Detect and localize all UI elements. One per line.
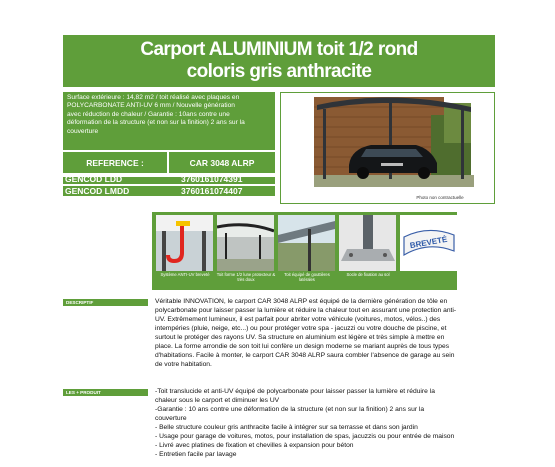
gutters-illustration: [278, 215, 335, 271]
photo-caption: Photo non contractuelle: [416, 195, 464, 200]
thumbnail-caption: Système ANTI-UV breveté: [160, 272, 210, 277]
gencod-row-ldd: [63, 177, 275, 184]
thumbnail-caption: Socle de fixation au sol: [346, 272, 390, 277]
thumbnail-anti-uv: [156, 215, 213, 271]
summary-line: déformation de la structure (et non sur la finition) 2 ans sur la: [67, 119, 245, 127]
section-label-les-plus: LES + PRODUIT: [63, 389, 148, 396]
summary-line: Surface extérieure : 14,82 m2 / toit réalisé avec plaques en: [67, 94, 240, 101]
carport-photo-illustration: [281, 93, 494, 203]
thumbnail-half-moon-roof: [217, 215, 274, 271]
descriptif-line: de votre habitation.: [155, 361, 212, 368]
summary-line: couverture: [67, 127, 99, 135]
gencod-label: GENCOD LDD: [65, 177, 123, 184]
les-plus-line: - Livré avec platines de fixation et chevilles à expansion pour béton: [155, 442, 354, 449]
les-plus-line: - Belle structure couleur gris anthracite facile à intégrer sur sa terrasse et dans son jardin: [155, 424, 418, 431]
brevete-badge-icon: [400, 215, 457, 271]
descriptif-line: place. La forme arrondie de son toit lui confère un design moderne se mariant auprès de tous types: [155, 343, 450, 350]
anti-uv-illustration: [156, 215, 213, 271]
les-plus-line: -Toit translucide et anti-UV équipé de polycarbonate pour laisser passer la lumière et réduire la: [155, 388, 435, 395]
descriptif-text: [155, 297, 500, 369]
thumbnail-caption: Toit équipé de gouttières latérales: [284, 272, 330, 282]
descriptif-line: Véritable INNOVATION, le carport CAR 3048 ALRP est équipé de la dernière génération de tôle en: [155, 298, 448, 305]
les-plus-line: chaleur sous le carport et diminuer les UV: [155, 397, 280, 404]
descriptif-line: intempéries (pluie, neige, etc...) ou pour protéger votre spa - jacuzzi ou votre douche de piscine, et: [155, 325, 447, 332]
reference-label: REFERENCE :: [63, 152, 167, 173]
summary-line: POLYCARBONATE ANTI-UV 6 mm / Nouvelle génération: [67, 102, 235, 110]
gencod-row-lmdd: [63, 186, 275, 196]
reference-value: CAR 3048 ALRP: [169, 152, 275, 173]
brevete-badge-text: BREVETÉ: [409, 234, 448, 251]
descriptif-line: d'habitations. Facile à monter, le carport CAR 3048 ALRP saura combler l'absence de garage au sein: [155, 352, 455, 359]
product-title-line-1: Carport ALUMINIUM toit 1/2 rond: [140, 39, 418, 60]
product-summary-box: [63, 92, 275, 150]
product-title-banner: [63, 35, 495, 87]
section-label-descriptif: DESCRIPTIF: [63, 299, 148, 306]
les-plus-line: -Garantie : 10 ans contre une déformation de la structure (et non sur la finition) 2 ans sur la: [155, 406, 425, 413]
descriptif-line: UV. Extrêmement lumineux, il est parfait pour abriter votre véhicule (voitures, motos, vélos..) des: [155, 316, 441, 323]
descriptif-line: surtout le protéger des rayons UV. Sa structure en aluminium est légère et très simple à mettre en: [155, 334, 445, 341]
product-title-line-2: coloris gris anthracite: [186, 61, 372, 82]
gencod-value: 3760161074391: [181, 177, 243, 184]
summary-line: avec réduction de chaleur / Garantie : 10ans contre une: [67, 110, 230, 118]
gencod-label: GENCOD LMDD: [65, 186, 130, 196]
gencod-value: 3760161074407: [181, 186, 243, 196]
les-plus-line: - Entretien facile par lavage: [155, 451, 237, 458]
roof-illustration: [217, 215, 274, 271]
thumbnail-brevete: [400, 215, 457, 271]
les-plus-text: [155, 387, 500, 459]
les-plus-line: - Usage pour garage de voitures, motos, pour installation de spas, jacuzzis ou pour entrée de maison: [155, 433, 455, 440]
thumbnail-caption: Toit forme 1/2 lune protecteur & très doux: [216, 272, 276, 282]
product-photo: [280, 92, 495, 204]
ground-plate-illustration: [339, 215, 396, 271]
thumbnail-ground-plate: [339, 215, 396, 271]
les-plus-line: couverture: [155, 415, 187, 422]
feature-thumbnail-strip: [152, 212, 457, 290]
descriptif-line: polycarbonate pour laisser passer la lumière et réduire la chaleur tout en assurant une protection anti-: [155, 307, 457, 314]
thumbnail-gutters: [278, 215, 335, 271]
